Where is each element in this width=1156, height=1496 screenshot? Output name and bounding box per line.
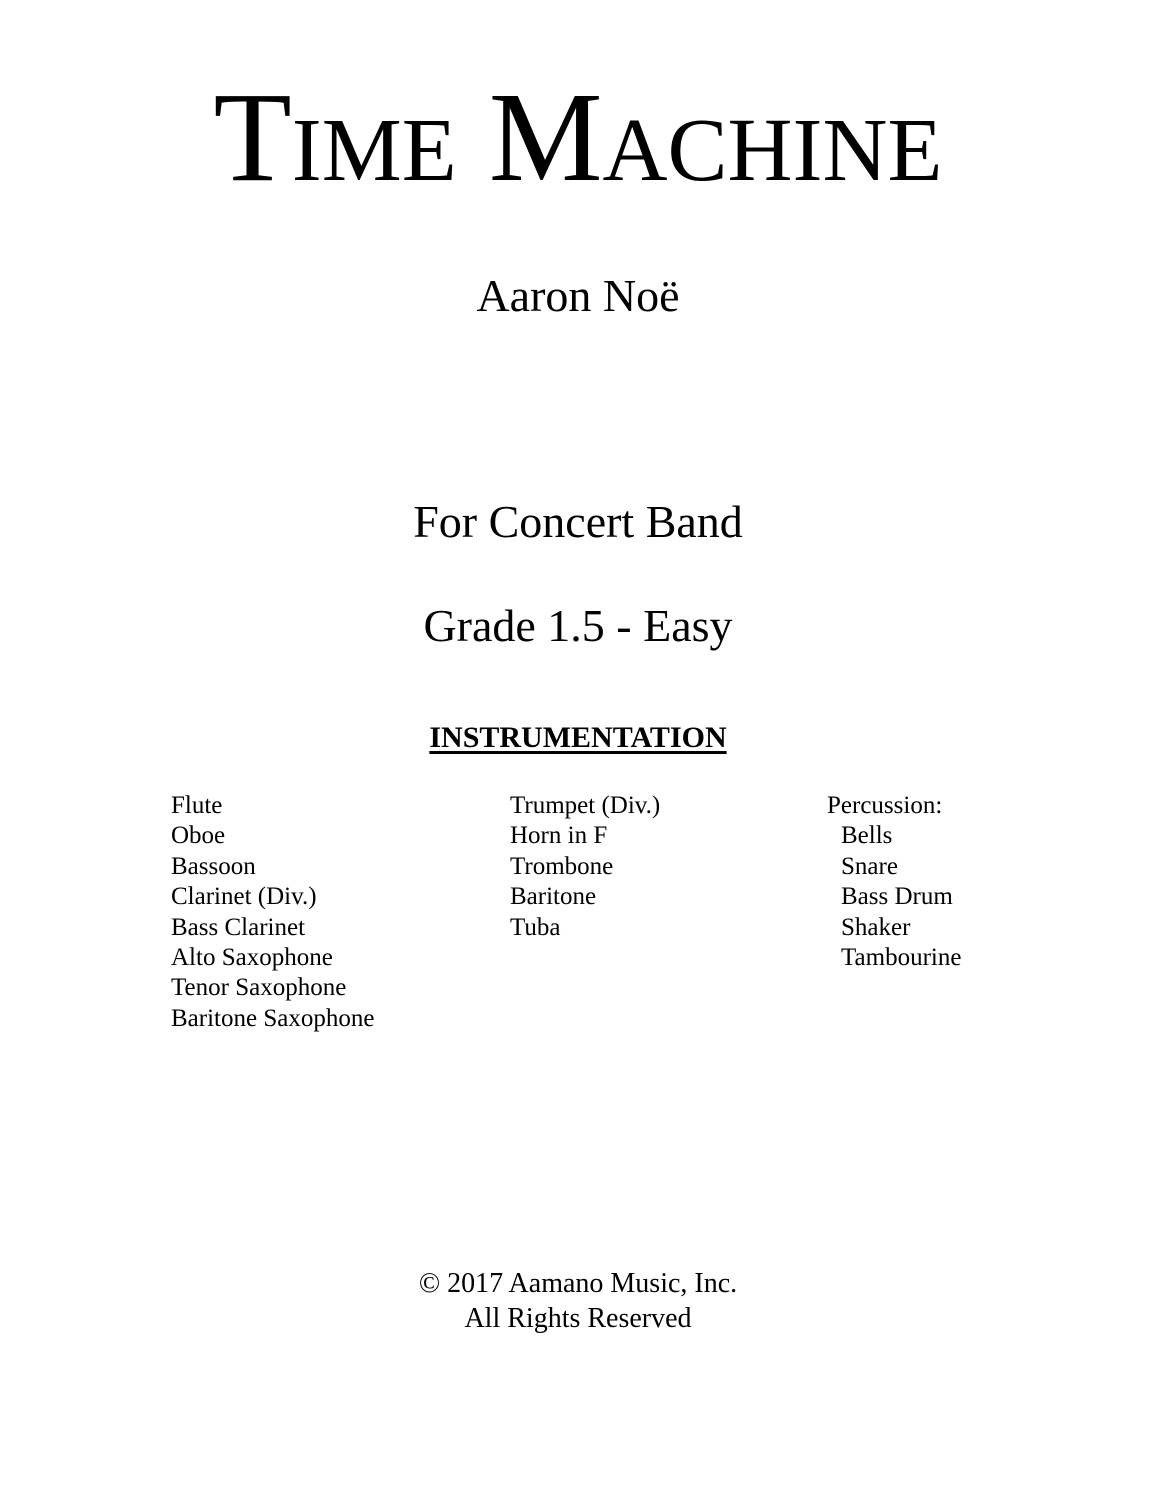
instrument-item: Snare <box>841 852 898 880</box>
instrument-item: Bells <box>841 822 893 850</box>
instrument-column-percussion <box>827 791 961 973</box>
copyright-notice <box>0 1266 1156 1336</box>
instrument-item: Flute <box>171 792 223 819</box>
grade-line: Grade 1.5 - Easy <box>423 600 733 651</box>
ensemble-line: For Concert Band <box>413 496 743 547</box>
instrument-item: Horn in F <box>510 822 608 850</box>
score-title: Time Machine <box>213 66 943 208</box>
instrumentation-heading: INSTRUMENTATION <box>429 721 727 754</box>
composer-name: Aaron Noë <box>476 270 680 321</box>
instrument-item: Alto Saxophone <box>171 944 333 972</box>
instrument-item: Bass Drum <box>841 883 953 911</box>
instrument-item: Tenor Saxophone <box>171 974 347 1002</box>
instrument-item: Tuba <box>510 913 561 941</box>
instrument-column-brass <box>510 791 660 943</box>
instrument-item: Trumpet (Div.) <box>510 792 661 819</box>
rights-line: All Rights Reserved <box>464 1303 692 1334</box>
instrument-item: Bass Clarinet <box>171 913 306 941</box>
instrument-item: Baritone <box>510 883 597 911</box>
instrument-item: Tambourine <box>841 944 962 972</box>
percussion-header: Percussion: <box>827 792 943 819</box>
instrument-column-woodwinds <box>171 791 374 1034</box>
instrument-item: Trombone <box>510 852 614 880</box>
instrument-item: Clarinet (Div.) <box>171 883 317 911</box>
copyright-line: © 2017 Aamano Music, Inc. <box>418 1268 738 1299</box>
instrument-item: Shaker <box>841 913 911 941</box>
instrument-item: Baritone Saxophone <box>171 1004 375 1032</box>
instrument-item: Oboe <box>171 822 226 850</box>
instrument-item: Bassoon <box>171 852 256 880</box>
